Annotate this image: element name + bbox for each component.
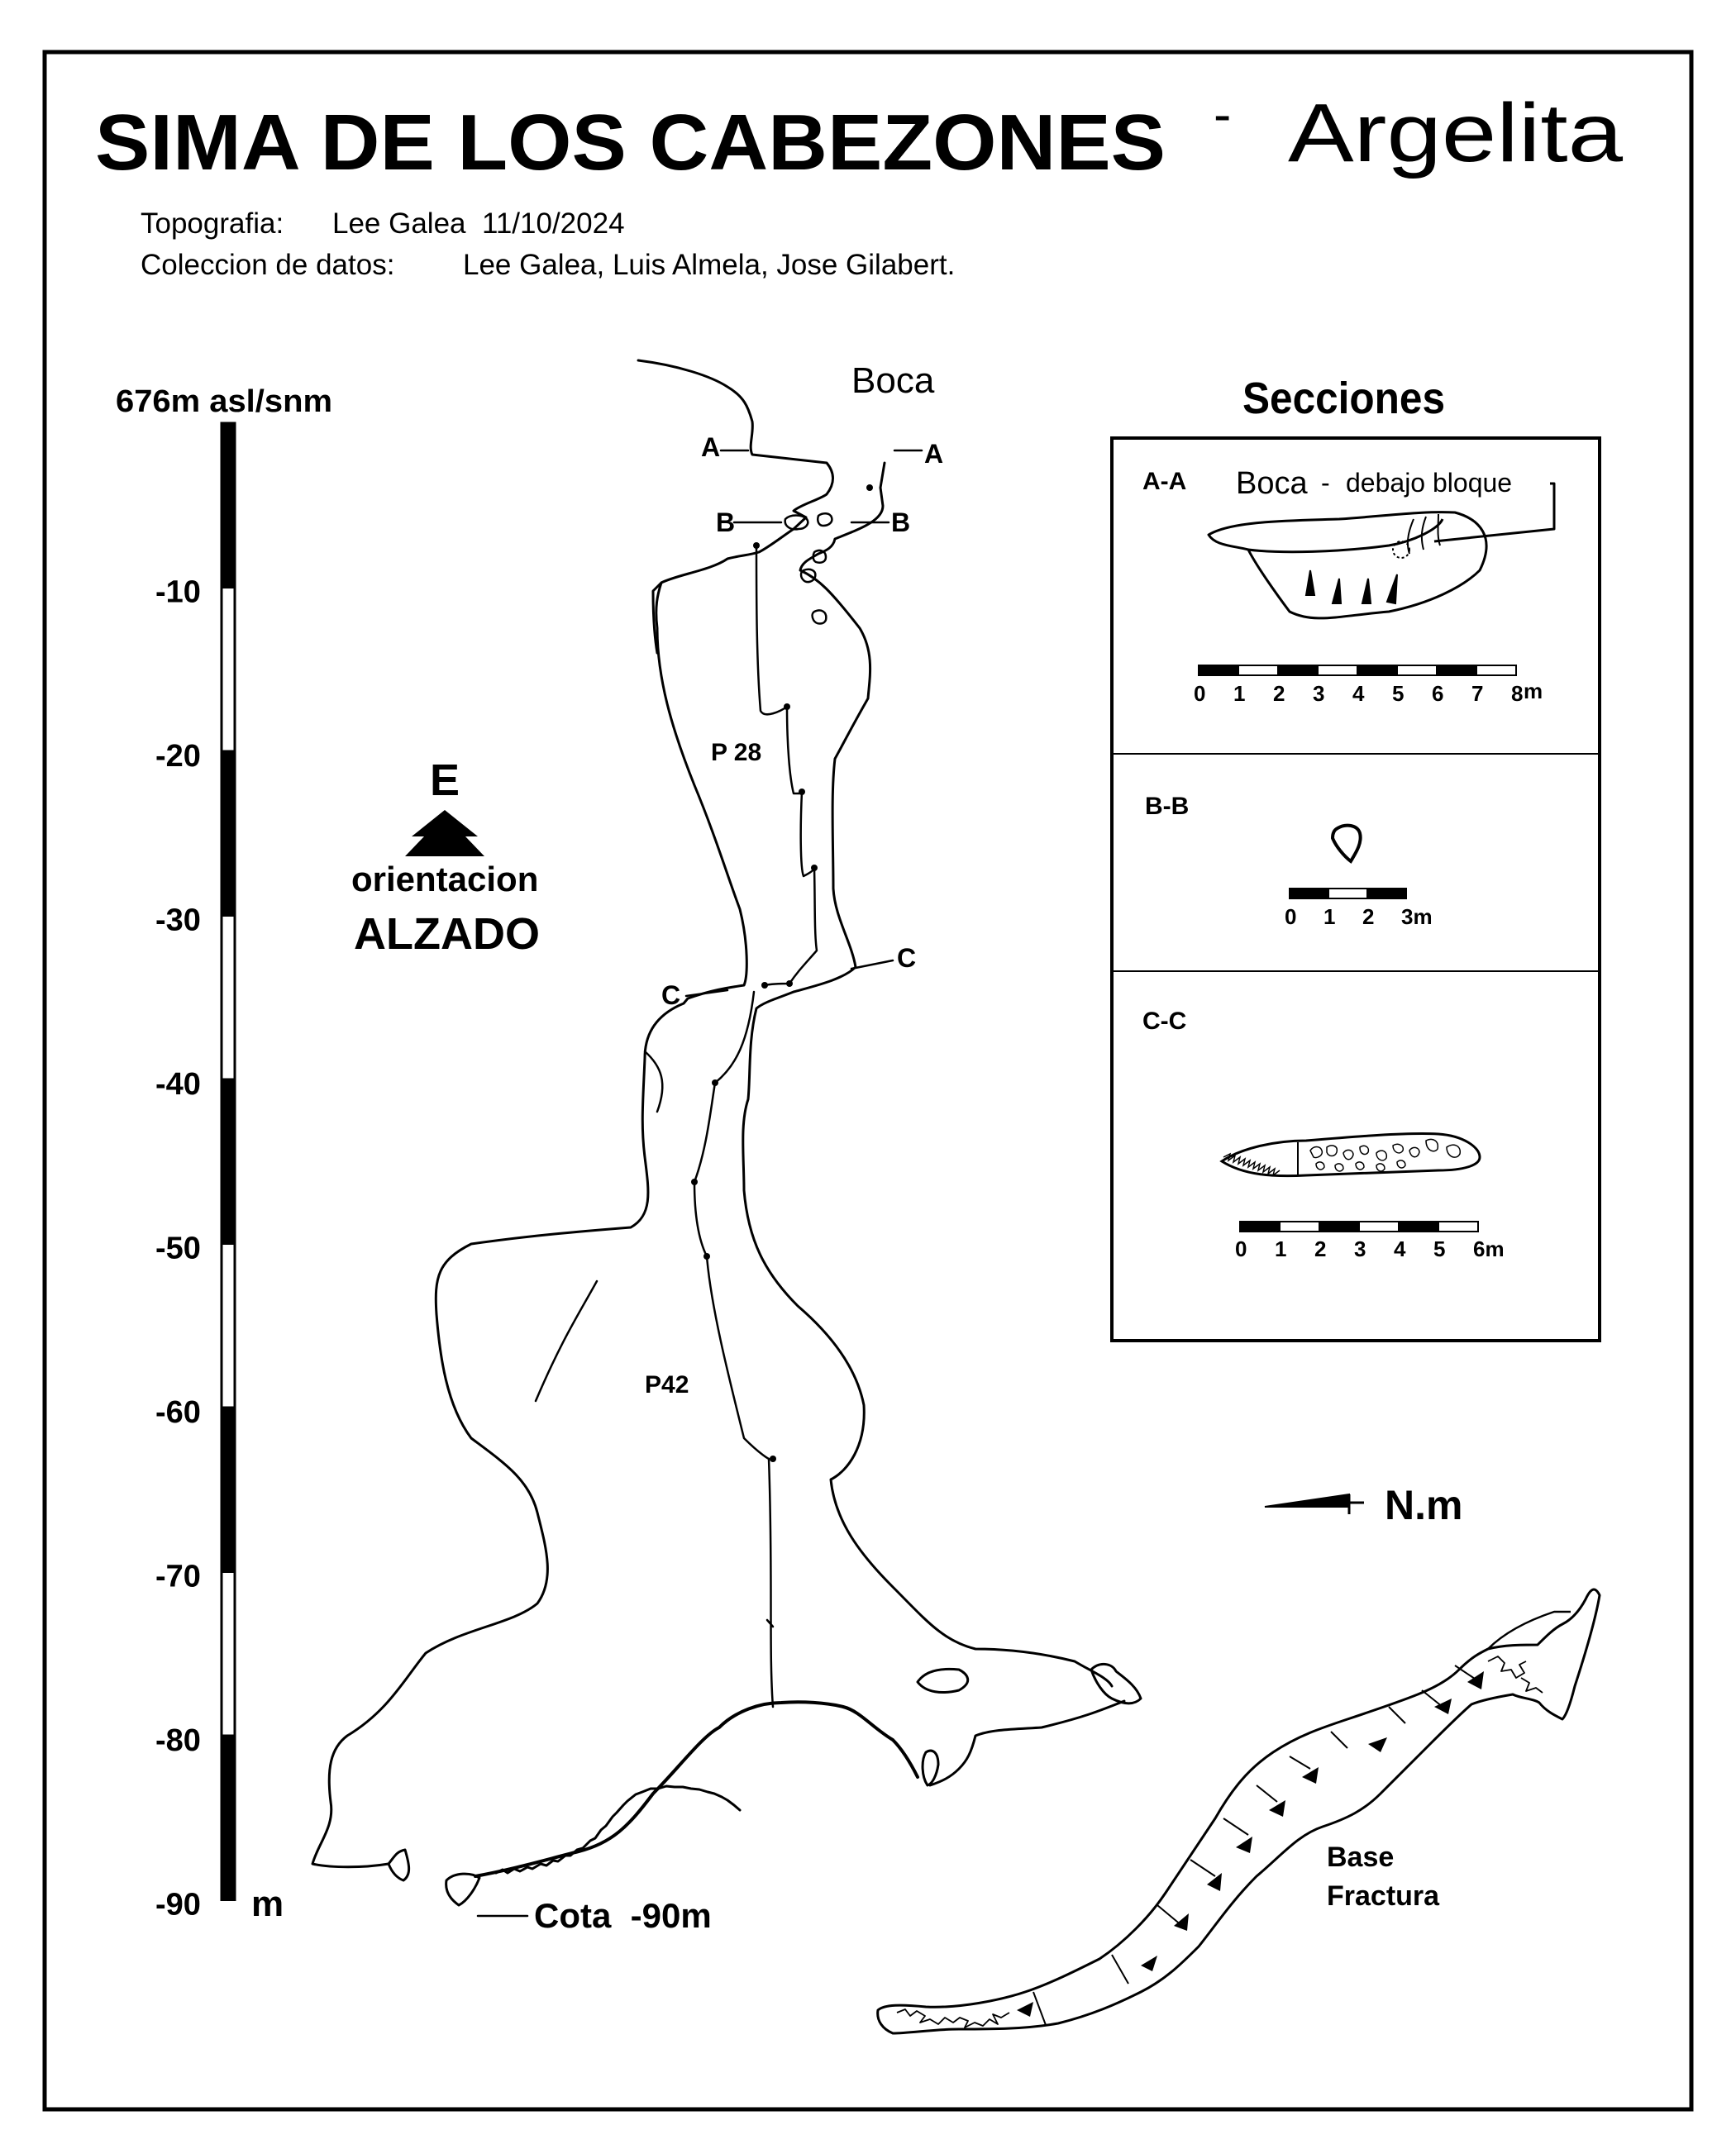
plan-view	[878, 1589, 1600, 2033]
section-aa-note: Boca	[1236, 466, 1308, 501]
section-aa-note-dash: -	[1321, 468, 1330, 498]
scale-tick-label: 7	[1471, 681, 1484, 706]
plan-segment-lines	[1033, 1665, 1480, 2025]
scale-segment	[1357, 665, 1397, 675]
scale-segment	[1199, 665, 1238, 675]
scale-segment	[1476, 665, 1516, 675]
depth-scale-segment	[222, 916, 235, 1080]
scale-segment	[1399, 1222, 1438, 1232]
section-cc-shape	[1222, 1134, 1480, 1176]
section-aa-note-sub: debajo bloque	[1346, 468, 1513, 498]
sections-heading: Secciones	[1242, 374, 1445, 423]
scale-segment	[1290, 889, 1328, 898]
section-cc-scale	[1235, 1222, 1505, 1261]
rubble-floor	[496, 1786, 740, 1873]
depth-tick-label: -90	[155, 1887, 201, 1923]
coleccion-label: Coleccion de datos:	[141, 249, 395, 281]
section-aa-drip-marks	[1306, 570, 1397, 603]
depth-scale-bar	[222, 423, 235, 1900]
scale-tick-label: 6m	[1473, 1237, 1505, 1261]
rock-outline	[1091, 1664, 1141, 1703]
section-bb-shape	[1333, 826, 1361, 861]
plan-label-line2: Fractura	[1327, 1880, 1440, 1912]
section-b-left-label: B	[716, 507, 736, 537]
scale-segment	[1438, 1222, 1478, 1232]
scale-segment	[1278, 665, 1318, 675]
north-label: N.m	[1385, 1482, 1463, 1528]
section-a-left-label: A	[701, 432, 721, 462]
scale-tick-label: 2	[1273, 681, 1285, 706]
elevation-profile	[312, 360, 1141, 1916]
scale-segment	[1280, 1222, 1319, 1232]
section-bb-scale	[1285, 889, 1433, 929]
depth-tick-label: -60	[155, 1395, 201, 1430]
scale-segment	[1238, 665, 1278, 675]
scale-segment	[1359, 1222, 1399, 1232]
scale-segment	[1319, 1222, 1359, 1232]
scale-tick-label: 1	[1233, 681, 1246, 706]
scale-tick-label: 0	[1194, 681, 1206, 706]
depth-scale-ticks	[155, 575, 201, 1923]
scale-tick-label: 1	[1275, 1237, 1287, 1261]
depth-tick-label: -50	[155, 1231, 201, 1266]
depth-scale-segment	[222, 1408, 235, 1572]
plan-upper-branch	[1488, 1612, 1571, 1649]
location-name: Argelita	[1288, 87, 1624, 179]
section-c-leader-right	[851, 960, 893, 969]
scale-segment	[1367, 889, 1406, 898]
scale-tick-label: 4	[1394, 1237, 1406, 1261]
scale-tick-label: 3	[1313, 681, 1325, 706]
entrance-rocks	[785, 513, 832, 623]
north-arrow	[1265, 1482, 1462, 1528]
plan-label-line1: Base	[1327, 1842, 1395, 1873]
profile-left-wall	[312, 583, 746, 1867]
view-type: ALZADO	[354, 909, 540, 959]
profile-lower-right	[930, 1701, 1124, 1785]
profile-right-wall	[743, 463, 1112, 1686]
depth-datum-label: 676m asl/snm	[116, 384, 332, 419]
surface-line	[638, 360, 833, 653]
section-b-right-label: B	[891, 507, 911, 537]
rope-line	[694, 992, 773, 1707]
north-arrow-icon	[1265, 1494, 1349, 1507]
depth-scale-segment	[222, 751, 235, 916]
orientation-direction: E	[430, 755, 460, 805]
scale-tick-label: 0	[1235, 1237, 1247, 1261]
orientation-arrow-icon	[405, 810, 484, 856]
depth-tick-label: -80	[155, 1723, 201, 1758]
scale-tick-label: 3	[1354, 1237, 1366, 1261]
section-aa-scale-unit: m	[1524, 679, 1543, 703]
depth-scale	[116, 384, 332, 1924]
section-aa-shape	[1209, 484, 1554, 618]
section-a-right-label: A	[924, 439, 944, 469]
depth-tick-label: -20	[155, 739, 201, 774]
depth-tick-label: -30	[155, 903, 201, 938]
rock-outline	[918, 1669, 968, 1692]
scale-tick-label: 4	[1352, 681, 1365, 706]
scale-tick-label: 0	[1285, 904, 1297, 929]
section-cc-title: C-C	[1142, 1008, 1187, 1035]
scale-segment	[1437, 665, 1476, 675]
depth-tick-label: -70	[155, 1559, 201, 1594]
rock-outline	[923, 1751, 938, 1785]
cota-label: Cota -90m	[534, 1896, 712, 1935]
pitch-p28-label: P 28	[711, 739, 762, 766]
coleccion-value: Lee Galea, Luis Almela, Jose Gilabert.	[463, 249, 956, 281]
scale-tick-label: 3m	[1401, 904, 1433, 929]
section-c-right-label: C	[897, 943, 917, 973]
scale-segment	[1240, 1222, 1280, 1232]
topografia-label: Topografia:	[141, 207, 284, 240]
pitch-p42-label: P42	[645, 1371, 689, 1399]
scale-tick-label: 1	[1323, 904, 1336, 929]
section-c-left-label: C	[661, 980, 681, 1010]
wall-detail-line	[645, 1051, 662, 1112]
depth-scale-unit: m	[251, 1884, 284, 1924]
rock-outline	[446, 1874, 479, 1905]
scale-tick-label: 6	[1432, 681, 1444, 706]
rock-outline	[389, 1850, 409, 1880]
scale-tick-label: 2	[1314, 1237, 1327, 1261]
depth-tick-label: -10	[155, 574, 201, 610]
cave-title: SIMA DE LOS CABEZONES	[95, 98, 1166, 187]
scale-tick-label: 5	[1433, 1237, 1446, 1261]
depth-scale-segment	[222, 1079, 235, 1244]
section-bb-title: B-B	[1145, 793, 1190, 820]
scale-segment	[1397, 665, 1437, 675]
rope-line	[756, 546, 817, 985]
section-aa-scale	[1194, 665, 1523, 706]
orientation-label: orientacion	[351, 860, 539, 898]
scale-segment	[1318, 665, 1357, 675]
plan-outline	[878, 1589, 1600, 2033]
boca-label: Boca	[851, 360, 935, 401]
scale-segment	[1328, 889, 1367, 898]
wall-detail-line	[536, 1281, 597, 1401]
depth-scale-segment	[222, 588, 235, 752]
depth-tick-label: -40	[155, 1067, 201, 1102]
scale-tick-label: 5	[1392, 681, 1405, 706]
section-c-leader-left	[686, 990, 727, 996]
scale-tick-label: 2	[1362, 904, 1375, 929]
orientation-block	[351, 755, 540, 959]
depth-scale-segment	[222, 1572, 235, 1737]
title-dash: -	[1214, 84, 1232, 144]
scale-tick-label: 8	[1511, 681, 1524, 706]
section-aa-title: A-A	[1142, 468, 1187, 495]
depth-scale-segment	[222, 1736, 235, 1900]
depth-scale-segment	[222, 423, 235, 588]
topografia-value: Lee Galea 11/10/2024	[332, 207, 625, 240]
depth-scale-segment	[222, 1244, 235, 1408]
